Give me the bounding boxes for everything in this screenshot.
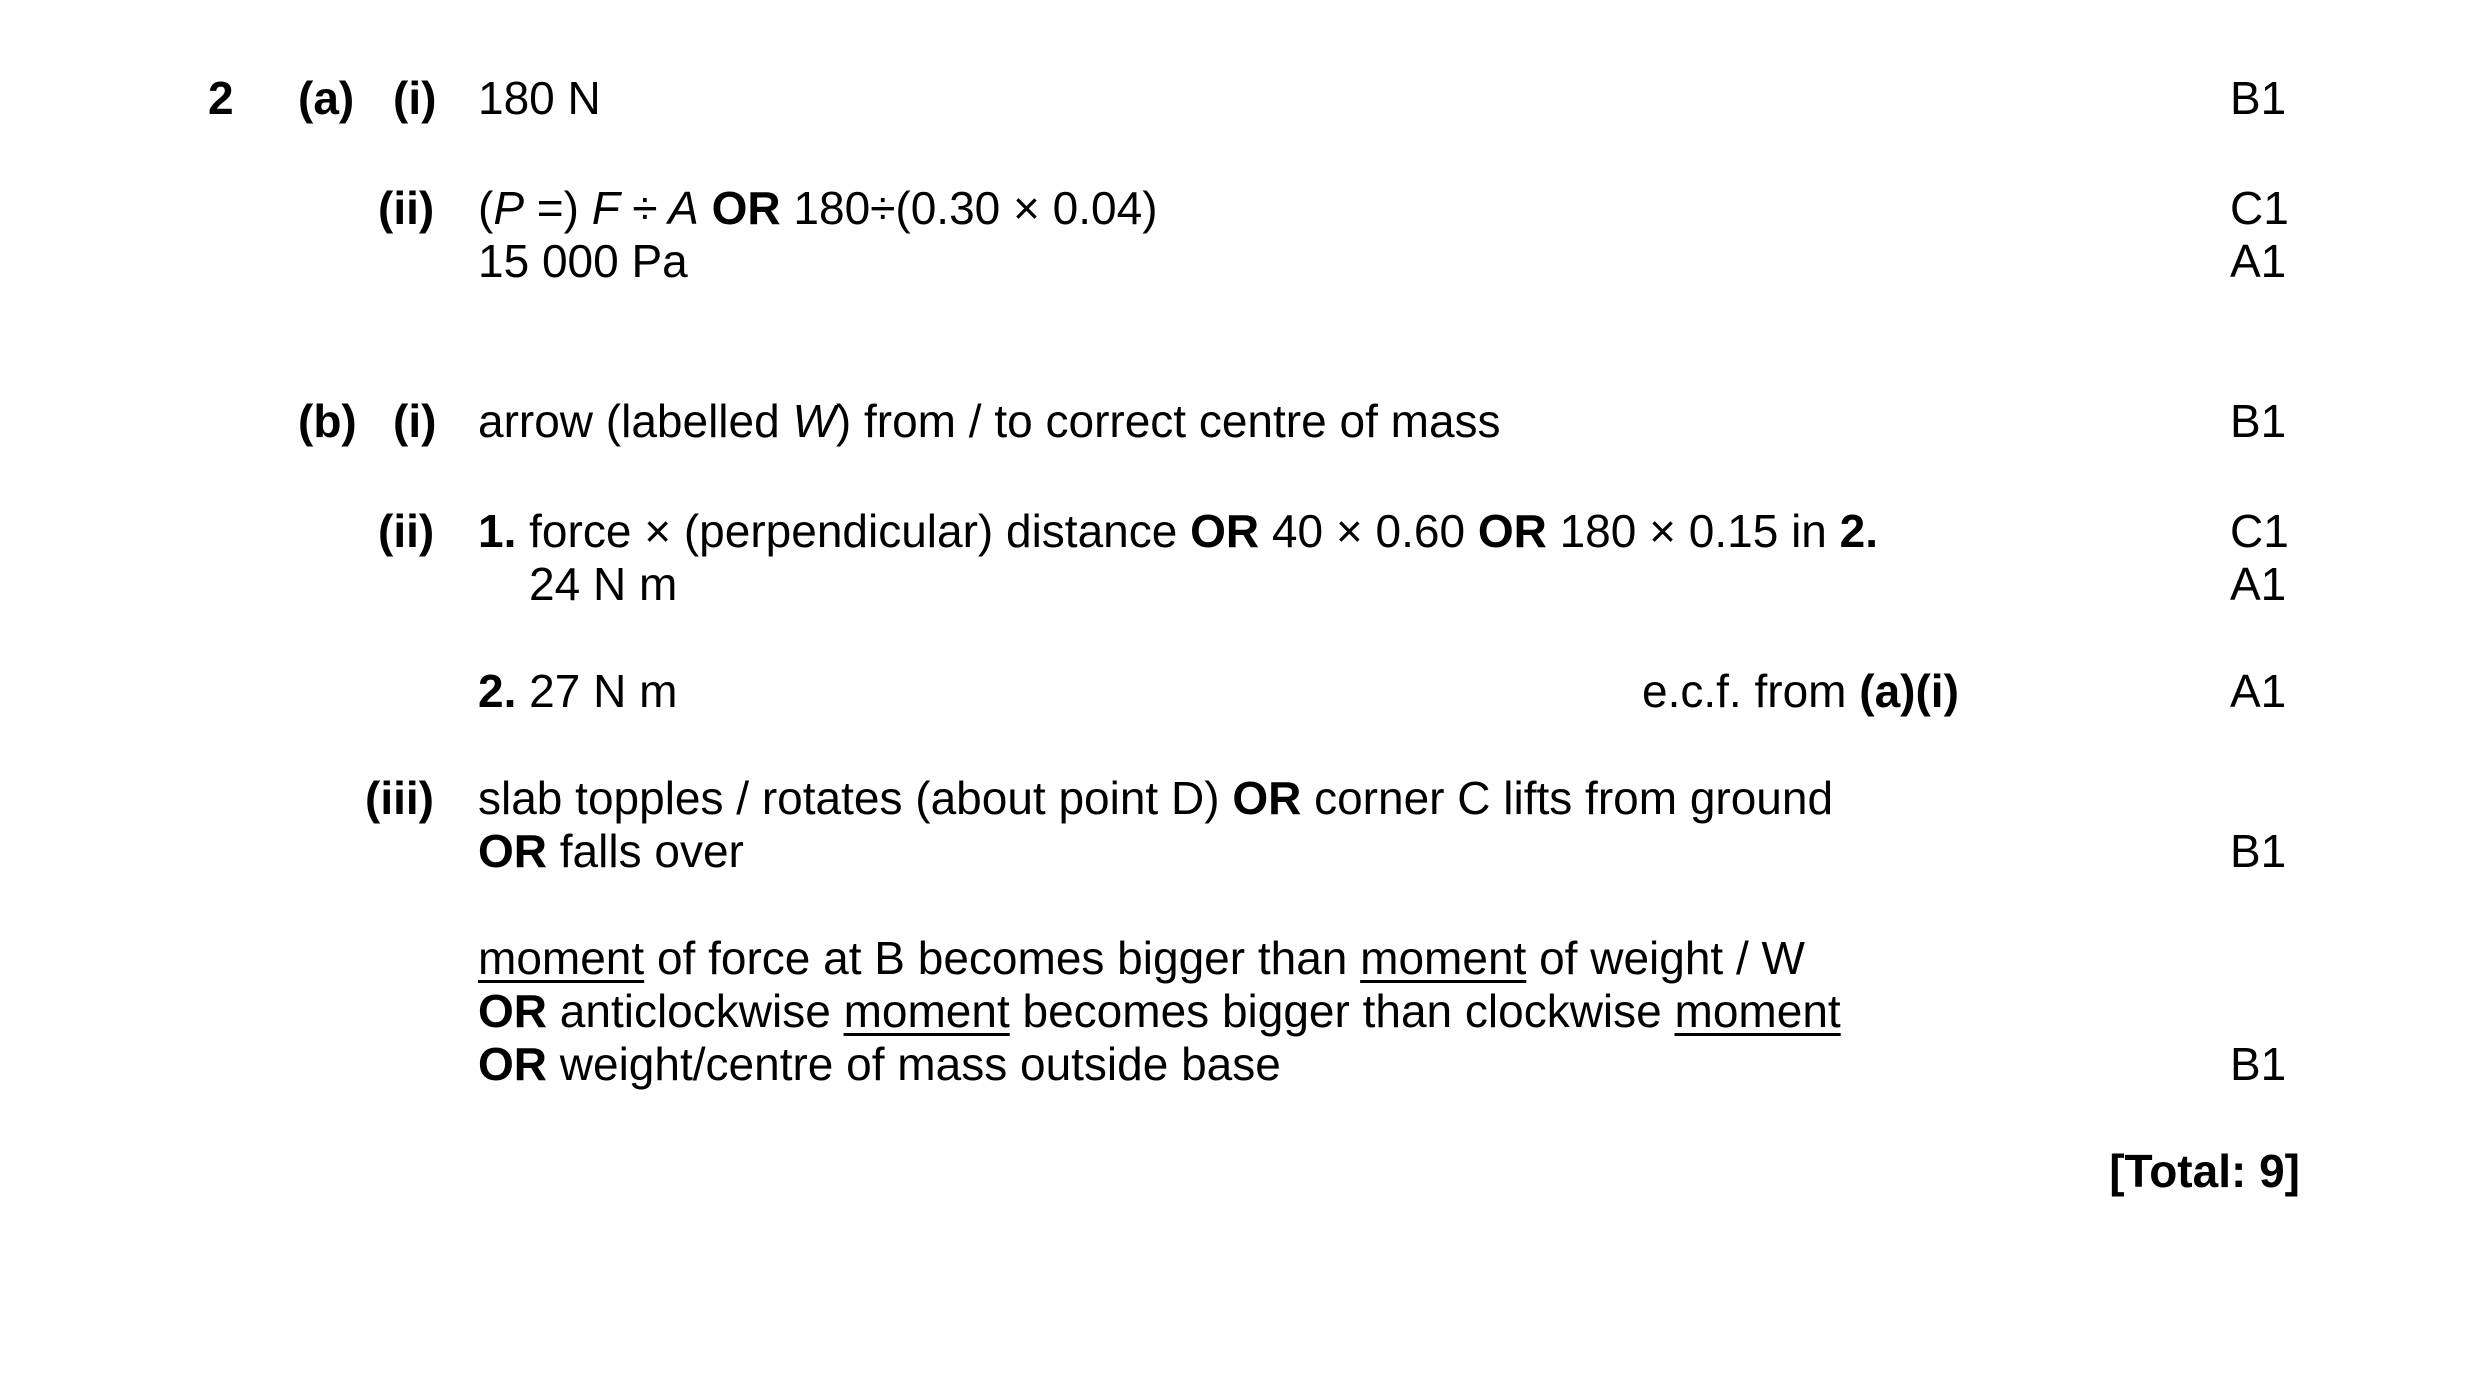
- calculation-text: 180÷(0.30 × 0.04): [793, 182, 1158, 234]
- part-b-ii-label: (ii): [378, 505, 435, 557]
- part-a-i-mark: B1: [2230, 72, 2287, 124]
- force-distance-text: force × (perpendicular) distance: [516, 505, 1191, 557]
- symbol-w: W: [792, 395, 836, 447]
- part-b-iii-line1: [478, 772, 1834, 824]
- item-number-1: 1.: [478, 505, 517, 557]
- part-b-label: (b): [298, 395, 357, 447]
- part-b-i-answer: [478, 395, 1501, 447]
- or-keyword: OR: [1232, 772, 1302, 824]
- symbol-p: P: [493, 182, 525, 234]
- ecf-reference: (a)(i): [1859, 665, 1959, 717]
- arrow-text-pre: arrow (labelled: [478, 395, 793, 447]
- or-keyword: OR: [478, 825, 547, 877]
- symbol-a: A: [668, 182, 699, 234]
- item-reference: 2.: [1839, 505, 1879, 557]
- part-a-ii-mark1: C1: [2230, 182, 2289, 234]
- topple-text: slab topples / rotates (about point D): [478, 772, 1233, 824]
- or-keyword: OR: [1477, 505, 1547, 557]
- or-keyword: OR: [478, 1038, 547, 1090]
- of-weight-text: of weight / W: [1526, 932, 1805, 984]
- part-b-iii-line3: [478, 932, 1805, 984]
- part-b-iii-mark2: B1: [2230, 1038, 2287, 1090]
- part-a-ii-label: (ii): [378, 182, 435, 234]
- arrow-text-post: ) from / to correct centre of mass: [835, 395, 1501, 447]
- part-b-i-mark: B1: [2230, 395, 2287, 447]
- part-a-ii-line2: 15 000 Pa: [478, 235, 688, 287]
- anticlockwise-text: anticlockwise: [547, 985, 844, 1037]
- answer-27nm: 27 N m: [516, 665, 678, 717]
- total-marks: [Total: 9]: [2109, 1145, 2300, 1197]
- moment-underlined: moment: [1360, 932, 1527, 984]
- divide-sign: ÷: [619, 182, 669, 234]
- part-b-iii-line5: [478, 1038, 1281, 1090]
- or-keyword: OR: [1190, 505, 1260, 557]
- symbol-f: F: [591, 182, 620, 234]
- question-number: 2: [208, 72, 234, 124]
- part-b-ii-answer2: [478, 665, 678, 717]
- or-keyword: OR: [478, 985, 547, 1037]
- part-b-ii-mark2: A1: [2230, 558, 2287, 610]
- ecf-text: e.c.f. from: [1642, 665, 1860, 717]
- part-b-ii-line1: [478, 505, 1879, 557]
- outside-base-text: weight/centre of mass outside base: [547, 1038, 1281, 1090]
- falls-over-text: falls over: [547, 825, 744, 877]
- part-b-iii-mark1: B1: [2230, 825, 2287, 877]
- ecf-note: [1642, 665, 1959, 717]
- part-b-ii-answer1: 24 N m: [529, 558, 678, 610]
- item-number-2: 2.: [478, 665, 517, 717]
- moment-underlined: moment: [843, 985, 1010, 1037]
- moment-underlined: moment: [478, 932, 645, 984]
- or-keyword: OR: [711, 182, 781, 234]
- part-b-iii-line4: [478, 985, 1841, 1037]
- part-a-i-answer: 180 N: [478, 72, 601, 124]
- part-a-ii-line1: [478, 182, 1158, 234]
- calc-text-2: 180 × 0.15 in: [1546, 505, 1840, 557]
- equals-text: =): [524, 182, 592, 234]
- part-a-i-label: (i): [393, 72, 437, 124]
- part-b-ii-mark1: C1: [2230, 505, 2289, 557]
- bigger-than-clockwise-text: becomes bigger than clockwise: [1009, 985, 1675, 1037]
- part-a-ii-mark2: A1: [2230, 235, 2287, 287]
- calc-text-1: 40 × 0.60: [1259, 505, 1478, 557]
- part-a-label: (a): [298, 72, 355, 124]
- corner-lifts-text: corner C lifts from ground: [1301, 772, 1834, 824]
- moment-underlined: moment: [1674, 985, 1841, 1037]
- force-at-b-text: of force at B becomes bigger than: [644, 932, 1361, 984]
- part-b-ii-mark3: A1: [2230, 665, 2287, 717]
- paren-open: (: [478, 182, 494, 234]
- part-b-i-label: (i): [393, 395, 437, 447]
- part-b-iii-label: (iii): [365, 772, 434, 824]
- part-b-iii-line2: [478, 825, 744, 877]
